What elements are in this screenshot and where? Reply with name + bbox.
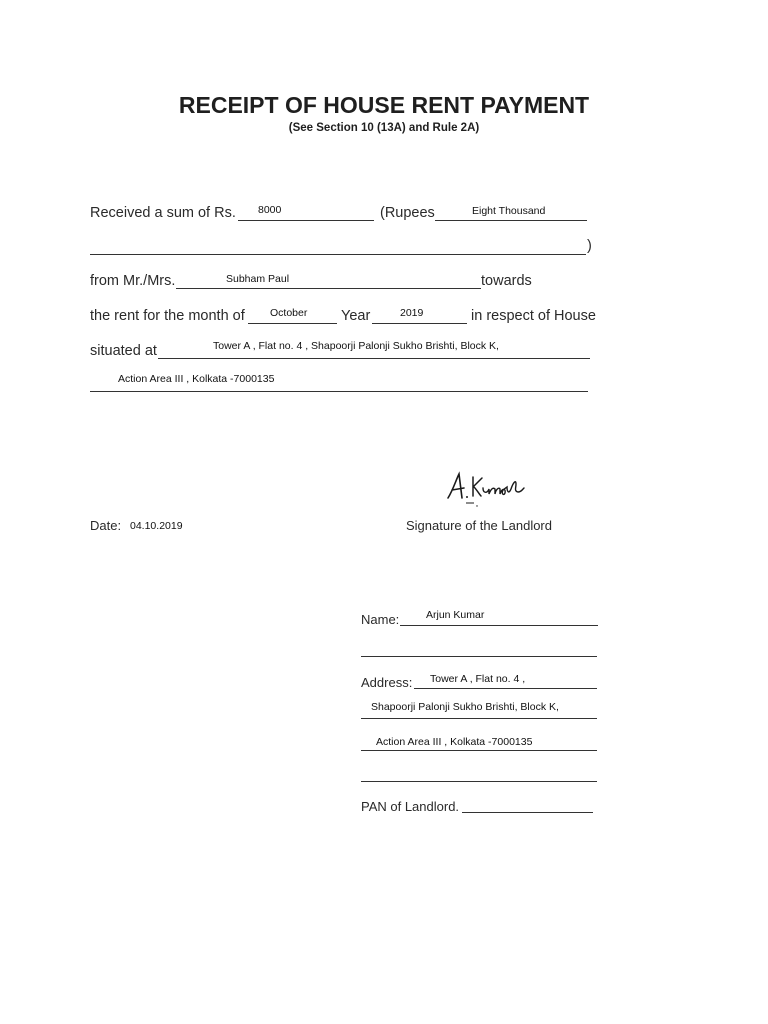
landlord-address-underline-3 <box>361 750 597 751</box>
address-underline-1 <box>158 358 590 359</box>
house-label: in respect of House <box>471 308 596 324</box>
year-label: Year <box>341 308 371 324</box>
signature-label: Signature of the Landlord <box>406 518 552 533</box>
year-value: 2019 <box>400 307 424 319</box>
page-title: RECEIPT OF HOUSE RENT PAYMENT <box>178 92 590 118</box>
date-label: Date: <box>90 518 122 533</box>
landlord-address-underline-2 <box>361 718 597 719</box>
pan-label: PAN of Landlord. <box>361 799 460 814</box>
amount-words-continuation-line <box>90 254 586 255</box>
blank-line <box>361 656 597 657</box>
landlord-address-line-1: Tower A , Flat no. 4 , <box>430 673 526 685</box>
address-underline-2 <box>90 391 588 392</box>
tenant-name-value: Subham Paul <box>226 273 290 285</box>
rupees-label: (Rupees <box>380 205 435 221</box>
landlord-address-label: Address: <box>361 675 413 690</box>
landlord-name-value: Arjun Kumar <box>426 609 485 621</box>
month-value: October <box>270 307 308 319</box>
amount-underline <box>238 220 374 221</box>
page-subtitle: (See Section 10 (13A) and Rule 2A) <box>288 122 480 134</box>
received-label: Received a sum of Rs. <box>90 205 236 221</box>
landlord-signature <box>444 470 526 510</box>
pan-underline <box>462 812 593 813</box>
house-address-line-2: Action Area III , Kolkata -7000135 <box>118 373 275 385</box>
towards-label: towards <box>481 273 532 289</box>
situated-label: situated at <box>90 343 157 359</box>
year-underline <box>372 323 467 324</box>
month-label: the rent for the month of <box>90 308 245 324</box>
landlord-name-underline <box>400 625 598 626</box>
amount-words-value: Eight Thousand <box>472 205 546 217</box>
date-value: 04.10.2019 <box>130 520 183 532</box>
landlord-address-line-3: Action Area III , Kolkata -7000135 <box>376 736 533 748</box>
close-paren: ) <box>587 238 592 254</box>
amount-words-underline <box>435 220 587 221</box>
tenant-name-underline <box>176 288 481 289</box>
landlord-name-label: Name: <box>361 612 400 627</box>
landlord-address-underline-1 <box>414 688 597 689</box>
month-underline <box>248 323 337 324</box>
from-label: from Mr./Mrs. <box>90 273 176 289</box>
landlord-address-underline-4 <box>361 781 597 782</box>
amount-value: 8000 <box>258 204 282 216</box>
landlord-address-line-2: Shapoorji Palonji Sukho Brishti, Block K, <box>371 701 559 713</box>
house-address-line-1: Tower A , Flat no. 4 , Shapoorji Palonji Sukho Brishti, Block K, <box>213 340 499 352</box>
